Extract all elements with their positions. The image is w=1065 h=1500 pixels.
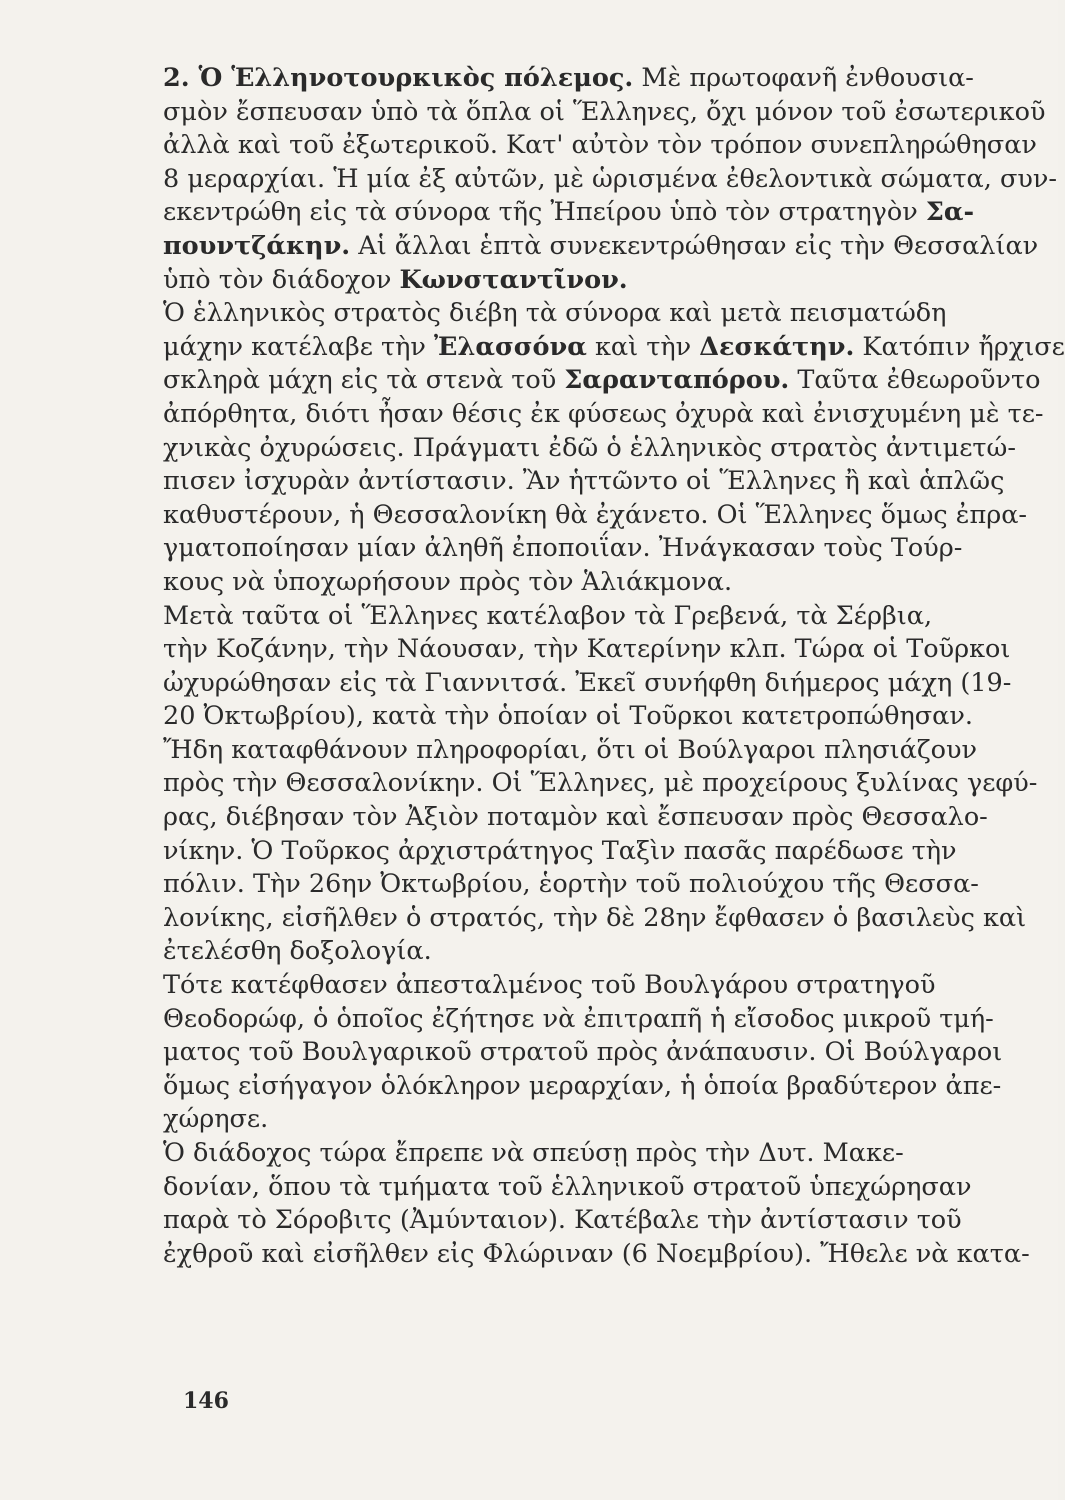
text-span: χνικὰς ὀχυρώσεις. Πράγματι ἐδῶ ὁ ἑλληνικὸς στρατὸς ἀντιμετώ- xyxy=(163,432,1016,463)
bold-text: Δεσκάτην. xyxy=(699,331,855,362)
text-span: σμὸν ἔσπευσαν ὑπὸ τὰ ὅπλα οἱ Ἕλληνες, ὄχι μόνον τοῦ ἐσωτερικοῦ xyxy=(163,96,1046,127)
text-line xyxy=(163,129,1037,163)
text-span: Ὁ ἑλληνικὸς στρατὸς διέβη τὰ σύνορα καὶ μετὰ πεισματώδη xyxy=(163,298,947,329)
text-span: ἐχθροῦ καὶ εἰσῆλθεν εἰς Φλώριναν (6 Νοεμβρίου). Ἤθελε νὰ κατα- xyxy=(163,1238,1030,1269)
text-line xyxy=(163,969,1031,1003)
text-span: 20 Ὀκτωβρίου), κατὰ τὴν ὁποίαν οἱ Τοῦρκοι κατετροπώθησαν. xyxy=(163,701,973,732)
text-span: Αἱ ἄλλαι ἑπτὰ συνεκεντρώθησαν εἰς τὴν Θεσσαλίαν xyxy=(350,230,1039,261)
bold-text: Ὁ Ἑλληνοτουρκικὸς πόλεμος. xyxy=(198,63,634,93)
text-span: πισεν ἰσχυρὰν ἀντίστασιν. Ἂν ἡττῶντο οἱ Ἕλληνες ἢ καὶ ἁπλῶς xyxy=(163,466,1005,497)
text-span: παρὰ τὸ Σόροβιτς (Ἀμύνταιον). Κατέβαλε τὴν ἀντίστασιν τοῦ xyxy=(163,1205,962,1236)
text-span: 8 μεραρχίαι. Ἡ μία ἐξ αὐτῶν, μὲ ὡρισμένα ἐθελοντικὰ σώματα, συν- xyxy=(163,163,1058,194)
text-line xyxy=(163,96,1046,130)
text-span: Τότε κατέφθασεν ἀπεσταλμένος τοῦ Βουλγάρου στρατηγοῦ xyxy=(163,970,936,1001)
bold-text: 2. xyxy=(163,63,199,93)
text-line xyxy=(163,1204,1031,1238)
text-line xyxy=(163,398,1044,432)
text-span: ρας, διέβησαν τὸν Ἀξιὸν ποταμὸν καὶ ἔσπευσαν πρὸς Θεσσαλο- xyxy=(163,802,988,833)
text-line xyxy=(163,1238,1031,1272)
text-span: Μὲ πρωτοφανῆ ἐνθουσια- xyxy=(633,63,974,93)
text-line xyxy=(163,297,1031,331)
text-span: Ταῦτα ἐθεωροῦντο xyxy=(789,365,1041,396)
bold-text: Ἐλασσόνα xyxy=(434,331,587,362)
text-line xyxy=(163,1103,1031,1137)
page-number: 146 xyxy=(183,1388,229,1414)
text-line xyxy=(163,868,1031,902)
text-span: καθυστέρουν, ἡ Θεσσαλονίκη θὰ ἐχάνετο. Οἱ Ἕλληνες ὅμως ἐπρα- xyxy=(163,499,1028,530)
text-span: δονίαν, ὅπου τὰ τμήματα τοῦ ἑλληνικοῦ στρατοῦ ὑπεχώρησαν xyxy=(163,1171,972,1202)
text-span: εκεντρώθη εἰς τὰ σύνορα τῆς Ἠπείρου ὑπὸ τὸν στρατηγὸν xyxy=(163,197,926,228)
text-line xyxy=(163,1003,1031,1037)
text-line xyxy=(163,902,1031,936)
text-span: πόλιν. Τὴν 26ην Ὀκτωβρίου, ἑορτὴν τοῦ πολιούχου τῆς Θεσσα- xyxy=(163,869,979,900)
text-span: ἐτελέσθη δοξολογία. xyxy=(163,936,432,967)
text-line xyxy=(163,364,1041,398)
bold-text: Σαρανταπόρου. xyxy=(564,365,790,396)
text-line xyxy=(163,163,1058,197)
text-span: νίκην. Ὁ Τοῦρκος ἀρχιστράτηγος Ταξὶν πασᾶς παρέδωσε τὴν xyxy=(163,835,957,866)
text-line xyxy=(163,801,1031,835)
text-span: Ὁ διάδοχος τώρα ἔπρεπε νὰ σπεύσῃ πρὸς τὴν Δυτ. Μακε- xyxy=(163,1138,904,1168)
text-span: ὠχυρώθησαν εἰς τὰ Γιαννιτσά. Ἐκεῖ συνήφθη διήμερος μάχη (19- xyxy=(163,667,1012,698)
text-span: κους νὰ ὑποχωρήσουν πρὸς τὸν Ἁλιάκμονα. xyxy=(163,566,733,597)
text-span: ὑπὸ τὸν διάδοχον xyxy=(163,264,400,295)
bold-text: Κωνσταντῖνον. xyxy=(399,264,628,295)
body-text xyxy=(163,62,1065,1271)
text-span: Θεοδορώφ, ὁ ὁποῖος ἐζήτησε νὰ ἐπιτραπῆ ἡ εἴσοδος μικροῦ τμή- xyxy=(163,1003,994,1034)
bold-text: πουντζάκην. xyxy=(163,230,351,261)
text-span: Μετὰ ταῦτα οἱ Ἕλληνες κατέλαβον τὰ Γρεβενά, τὰ Σέρβια, xyxy=(163,600,933,631)
text-line xyxy=(163,633,1031,667)
text-line xyxy=(163,499,1031,533)
text-span: ὅμως εἰσήγαγον ὁλόκληρον μεραρχίαν, ἡ ὁποία βραδύτερον ἀπε- xyxy=(163,1070,1002,1101)
text-span: ἀλλὰ καὶ τοῦ ἐξωτερικοῦ. Κατ' αὐτὸν τὸν τρόπον συνεπληρώθησαν xyxy=(163,130,1037,161)
text-line xyxy=(163,667,1031,701)
text-line xyxy=(163,734,1031,768)
text-line xyxy=(163,835,1031,869)
text-line xyxy=(163,767,1038,801)
text-span: σκληρὰ μάχη εἰς τὰ στενὰ τοῦ xyxy=(163,365,565,396)
text-line xyxy=(163,700,1031,734)
text-line xyxy=(163,230,1039,264)
text-span: τὴν Κοζάνην, τὴν Νάουσαν, τὴν Κατερίνην κλπ. Τώρα οἱ Τοῦρκοι xyxy=(163,634,1011,665)
text-line xyxy=(163,465,1031,499)
text-line xyxy=(163,566,1031,600)
text-line xyxy=(163,331,1065,365)
text-span: μάχην κατέλαβε τὴν xyxy=(163,331,435,362)
text-span: Κατόπιν ἤρχισε xyxy=(854,331,1065,362)
text-line xyxy=(163,62,1031,96)
text-span: γματοποίησαν μίαν ἀληθῆ ἐποποιΐαν. Ἠνάγκασαν τοὺς Τούρ- xyxy=(163,533,963,564)
text-span: ἀπόρθητα, διότι ἦσαν θέσις ἐκ φύσεως ὀχυρὰ καὶ ἐνισχυμένη μὲ τε- xyxy=(163,398,1044,429)
text-line xyxy=(163,600,1031,634)
text-line xyxy=(163,532,1031,566)
text-span: πρὸς τὴν Θεσσαλονίκην. Οἱ Ἕλληνες, μὲ προχείρους ξυλίνας γεφύ- xyxy=(163,768,1038,799)
text-span: καὶ τὴν xyxy=(586,331,700,362)
text-line xyxy=(163,935,1031,969)
text-line xyxy=(163,432,1031,466)
text-span: χώρησε. xyxy=(163,1104,269,1135)
text-span: Ἤδη καταφθάνουν πληροφορίαι, ὅτι οἱ Βούλγαροι πλησιάζουν xyxy=(163,734,978,765)
text-line xyxy=(163,1036,1031,1070)
text-line xyxy=(163,1137,1031,1171)
text-span: ματος τοῦ Βουλγαρικοῦ στρατοῦ πρὸς ἀνάπαυσιν. Οἱ Βούλγαροι xyxy=(163,1037,1003,1068)
text-line xyxy=(163,1070,1031,1104)
text-line xyxy=(163,264,1031,298)
text-line xyxy=(163,1171,1031,1205)
bold-text: Σα- xyxy=(925,197,975,228)
text-line xyxy=(163,196,1031,230)
text-span: λονίκης, εἰσῆλθεν ὁ στρατός, τὴν δὲ 28ην ἔφθασεν ὁ βασιλεὺς καὶ xyxy=(163,902,1027,933)
